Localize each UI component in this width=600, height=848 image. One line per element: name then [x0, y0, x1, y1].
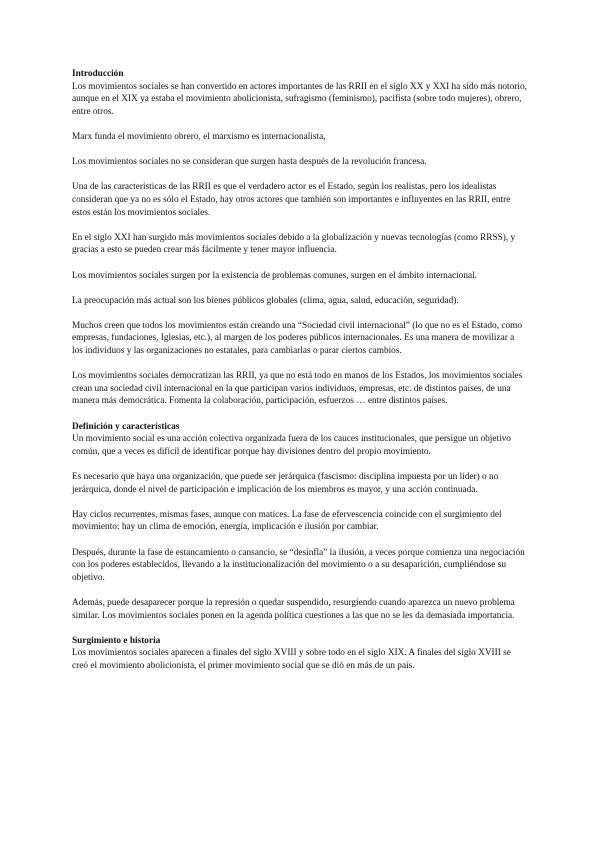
paragraph: Los movimientos sociales surgen por la existencia de problemas comunes, surgen en el ámbito internacional. [72, 270, 477, 281]
paragraph: Además, puede desaparecer porque la represión o quedar suspendido, resurgiendo cuando aparezca un nuevo problema similar. Los movimientos sociales ponen en la agenda política cuestiones a las que no se les da demasiada importancia. [72, 597, 515, 621]
paragraph: La preocupación más actual son los bienes públicos globales (clima, agua, salud, educación, seguridad). [72, 295, 459, 306]
paragraph: Muchos creen que todos los movimientos están creando una “Sociedad civil internacional” (lo que no es el Estado, como empresas, fundaciones, Iglesias, etc.), al margen de los poderes públicos internacionales. Es una manera de movilizar a los individuos y las organizaciones no estatales, para cambiarlas o parar ciertos cambios. [72, 320, 522, 357]
paragraph: En el siglo XXI han surgido más movimientos sociales debido a la globalización y nuevas tecnologías (como RRSS), y gracias a esto se pueden crear más fácilmente y tener mayor influencia. [72, 232, 516, 256]
paragraph: Marx funda el movimiento obrero, el marxismo es internacionalista, [72, 131, 326, 142]
paragraph: Los movimientos sociales aparecen a finales del siglo XVIII y sobre todo en el siglo XIX. A finales del siglo XVIII se creó el movimiento abolicionista, el primer movimiento social que se dió en más de un país. [72, 648, 511, 671]
paragraph: Los movimientos sociales no se consideran que surgen hasta después de la revolución francesa. [72, 157, 427, 168]
paragraph: Hay ciclos recurrentes, mismas fases, aunque con matices. La fase de efervescencia coincide con el surgimiento del movimiento: hay un clima de emoción, energía, implicación e ilusión por cambiar. [72, 509, 502, 533]
section-heading: Introducción [72, 69, 124, 79]
paragraph: Después, durante la fase de estancamiento o cansancio, se “desinfla” la ilusión, a veces porque comienza una negociación con los poderes establecidos, llevando a la institucionalización del movimiento o a su desaparición, cumpliéndose su objetivo. [72, 547, 525, 583]
section-heading: Definición y características [72, 421, 180, 432]
document-body [72, 68, 527, 673]
paragraph: Una de las características de las RRII es que el verdadero actor es el Estado, según los realistas, pero los idealistas consideran que ya no es sólo el Estado, hay otros actores que también son importantes e influyentes en las RRII, entre estos están los movimientos sociales. [72, 182, 511, 218]
paragraph: Es necesario que haya una organización, que puede ser jerárquica (fascismo: disciplina impuesta por un líder) o no jerárquica, donde el nivel de participación e implicación de los miembros es mayor, y una acción continuada. [72, 472, 499, 495]
paragraph: Los movimientos sociales democratizan las RRII, ya que no está todo en manos de los Estados, los movimientos sociales crean una sociedad civil internacional en la que participan varios individuos, empresas, etc. de distintos países, de una manera más democrática. Fomenta la colaboración, participación, esfuerzos … entre distintos países. [72, 371, 523, 407]
paragraph: Un movimiento social es una acción colectiva organizada fuera de los cauces institucionales, que persigue un objetivo común, que a veces es difícil de identificar porque hay divisiones dentro del propio movimiento. [72, 434, 511, 457]
paragraph: Los movimientos sociales se han convertido en actores importantes de las RRII en el siglo XX y XXI ha sido más notorio, aunque en el XIX ya estaba el movimiento abolicionista, sufragismo (feminismo), pacifista (sobre todo mujeres), obrero, entre otros. [72, 81, 527, 117]
section-heading: Surgimiento e historia [72, 635, 161, 646]
